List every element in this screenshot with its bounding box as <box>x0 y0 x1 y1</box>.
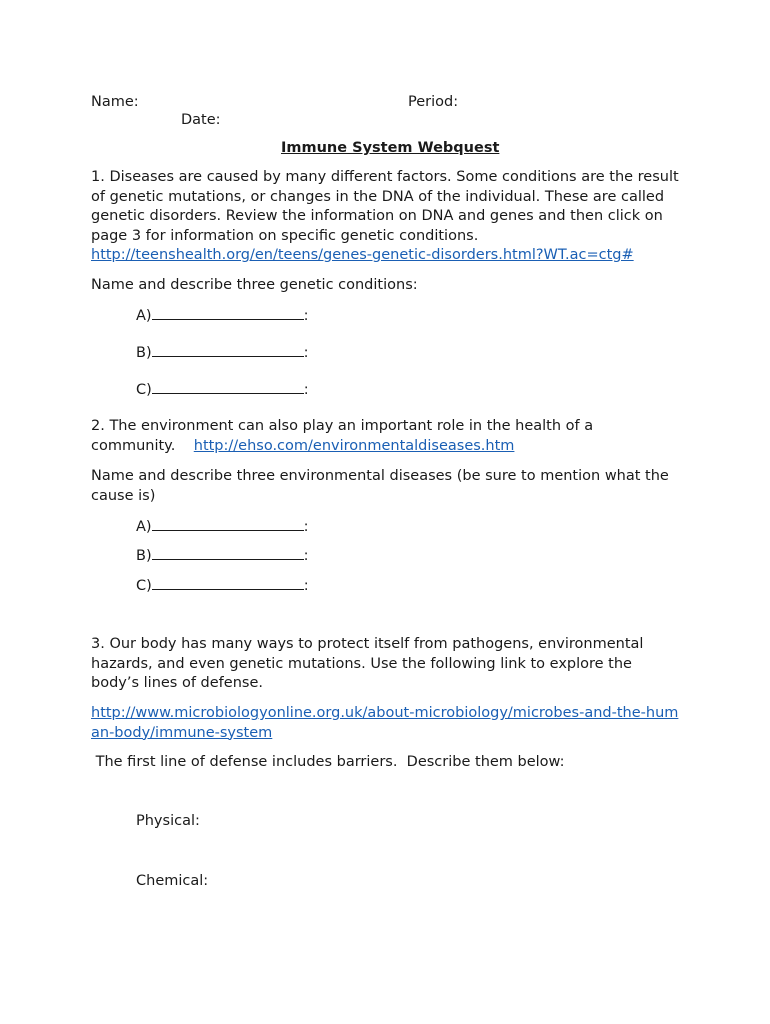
answer-colon: : <box>303 578 309 594</box>
question-2-text: 2. The environment can also play an important role in the health of a community. <box>91 418 594 454</box>
date-label: Date: <box>181 112 221 128</box>
answer-blank[interactable] <box>152 546 304 560</box>
answer-letter: B) <box>136 548 152 564</box>
page-title: Immune System Webquest <box>281 140 500 156</box>
answer-colon: : <box>303 345 309 361</box>
answer-blank[interactable] <box>152 306 304 320</box>
answer-blank[interactable] <box>152 380 304 394</box>
answer-blank[interactable] <box>152 576 304 590</box>
q1-answer-c <box>136 380 309 401</box>
q2-answer-c <box>136 576 309 597</box>
question-1-text: 1. Diseases are caused by many different factors. Some conditions are the result of genetic mutations, or changes in the DNA of the individual. These are called genetic disorders. Review the information on DNA and genes and then click on page 3 for information on specific genetic conditions. <box>91 169 679 244</box>
question-1 <box>91 168 681 266</box>
answer-blank[interactable] <box>152 517 304 531</box>
question-2-prompt: Name and describe three environmental diseases (be sure to mention what the cause is) <box>91 468 669 504</box>
answer-letter: A) <box>136 308 152 324</box>
answer-colon: : <box>303 308 309 324</box>
question-3-link[interactable]: http://www.microbiologyonline.org.uk/about-microbiology/microbes-and-the-human-body/immune-system <box>91 705 679 741</box>
question-3-text: 3. Our body has many ways to protect itself from pathogens, environmental hazards, and even genetic mutations. Use the following link to explore the body’s lines of defense. <box>91 636 644 691</box>
answer-colon: : <box>303 382 309 398</box>
q2-answer-a <box>136 517 308 538</box>
question-3-link-block <box>91 704 681 743</box>
name-label: Name: <box>91 94 139 110</box>
answer-blank[interactable] <box>152 343 304 357</box>
question-2-link[interactable]: http://ehso.com/environmentaldiseases.htm <box>193 437 515 454</box>
answer-letter: C) <box>136 382 152 398</box>
answer-letter: C) <box>136 578 152 594</box>
q1-answer-a <box>136 306 308 327</box>
physical-label: Physical: <box>136 813 200 829</box>
answer-letter: B) <box>136 345 152 361</box>
q2-answer-b <box>136 546 309 567</box>
answer-letter: A) <box>136 519 152 535</box>
question-2 <box>91 417 681 456</box>
question-1-prompt: Name and describe three genetic conditions: <box>91 277 418 293</box>
answer-colon: : <box>303 548 309 564</box>
question-1-link[interactable]: http://teenshealth.org/en/teens/genes-genetic-disorders.html?WT.ac=ctg# <box>91 247 634 263</box>
question-3-prompt: The first line of defense includes barriers. Describe them below: <box>91 754 565 770</box>
period-label: Period: <box>408 94 459 110</box>
answer-colon: : <box>303 519 309 535</box>
q1-answer-b <box>136 343 309 364</box>
chemical-label: Chemical: <box>136 873 209 889</box>
